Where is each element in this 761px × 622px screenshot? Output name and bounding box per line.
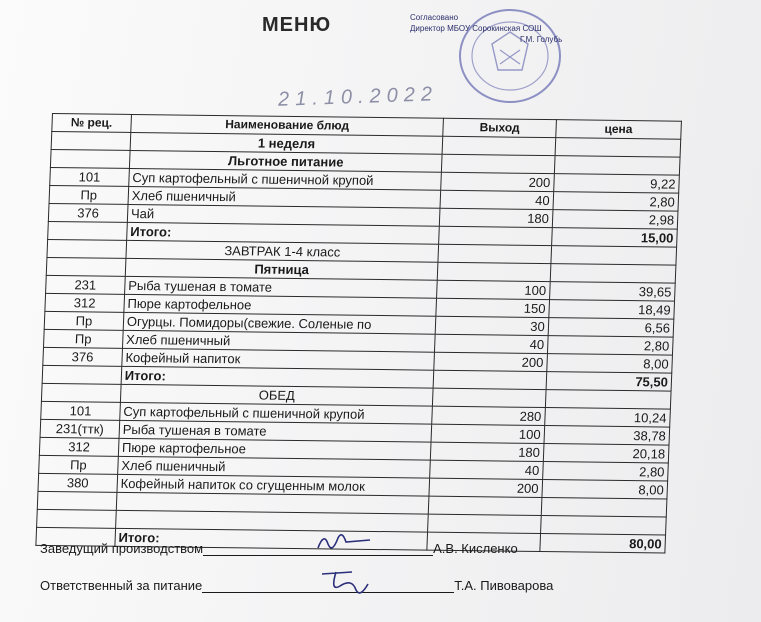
menu-table <box>35 113 682 554</box>
dish-name: Огурцы. Помидоры(свежие. Соленые по <box>123 312 436 334</box>
price: 9,22 <box>553 174 679 194</box>
approval-line-3: Г.М. Голубь <box>520 35 563 44</box>
portion: 280 <box>432 406 545 425</box>
price: 2,80 <box>547 336 673 356</box>
dish-name: Рыба тушеная в томате <box>124 276 437 298</box>
recipe-code: 312 <box>39 437 119 456</box>
dish-name: Суп картофельный с пшеничной крупой <box>120 402 433 424</box>
dish-name: Хлеб пшеничный <box>118 456 431 478</box>
price: 38,78 <box>544 426 670 446</box>
head-signature-line <box>40 541 518 556</box>
recipe-code: 376 <box>43 347 123 366</box>
price: 8,00 <box>547 354 673 374</box>
portion: 180 <box>440 208 553 227</box>
price: 18,49 <box>549 300 675 320</box>
dish-name: Хлеб пшеничный <box>128 186 441 208</box>
price: 8,00 <box>542 480 668 500</box>
recipe-code: Пр <box>44 311 124 330</box>
resp-name: Т.А. Пивоварова <box>454 578 554 593</box>
handwritten-signature-2 <box>312 566 382 600</box>
recipe-code: Пр <box>43 329 123 348</box>
dish-name: Пюре картофельное <box>124 294 437 316</box>
approval-line-2: Директор МБОУ Сорокинская СОШ <box>410 24 542 33</box>
price: 6,56 <box>548 318 674 338</box>
portion: 150 <box>436 298 549 317</box>
handwritten-signature-1 <box>310 528 380 554</box>
portion: 30 <box>435 316 548 335</box>
week-label: 1 неделя <box>130 132 443 154</box>
recipe-code: 231 <box>46 275 126 294</box>
total-value: 15,00 <box>551 228 677 248</box>
total-label: Итого: <box>127 222 440 244</box>
price: 10,24 <box>544 408 670 428</box>
portion: 200 <box>434 352 547 371</box>
dish-name: Суп картофельный с пшеничной крупой <box>129 168 442 190</box>
recipe-code: 231(ттк) <box>40 419 120 438</box>
portion: 40 <box>435 334 548 353</box>
header-recipe-number: № рец. <box>52 114 132 133</box>
price: 20,18 <box>543 444 669 464</box>
menu-date: 21.10.2022 <box>277 83 439 111</box>
recipe-code: 312 <box>45 293 125 312</box>
total-label: Итого: <box>115 528 428 550</box>
dish-name: Рыба тушеная в томате <box>119 420 432 442</box>
portion: 180 <box>431 442 544 461</box>
breakfast-title: ЗАВТРАК 1-4 класс <box>126 240 439 262</box>
dish-name: Хлеб пшеничный <box>122 330 435 352</box>
dish-name: Кофейный напиток со сгущенным молок <box>117 474 430 496</box>
total-value: 75,50 <box>546 372 672 392</box>
total-label: Итого: <box>121 366 434 388</box>
recipe-code: Пр <box>49 185 129 204</box>
portion: 40 <box>430 460 543 479</box>
header-dish-name: Наименование блюд <box>131 114 444 136</box>
head-name: А.В. Кисленко <box>433 541 518 556</box>
portion: 200 <box>429 478 542 497</box>
dish-name: Кофейный напиток <box>122 348 435 370</box>
price: 2,80 <box>542 462 668 482</box>
day-label: Пятница <box>125 258 438 280</box>
portion: 200 <box>441 172 554 191</box>
recipe-code: 380 <box>38 473 118 492</box>
total-value: 80,00 <box>540 533 666 553</box>
head-label: Заведущий производством <box>40 541 204 556</box>
price: 39,65 <box>549 282 675 302</box>
portion: 100 <box>431 424 544 443</box>
resp-label: Ответственный за питание <box>40 578 203 593</box>
recipe-code: 101 <box>50 167 130 186</box>
dish-name: Пюре картофельное <box>118 438 431 460</box>
recipe-code: 376 <box>48 203 128 222</box>
price: 2,80 <box>553 192 679 212</box>
portion: 40 <box>440 190 553 209</box>
approval-line-1: Согласовано <box>410 13 459 22</box>
header-portion: Выход <box>443 118 556 137</box>
dish-name: Чай <box>127 204 440 226</box>
lunch-title: ОБЕД <box>120 384 433 406</box>
portion: 100 <box>437 280 550 299</box>
resp-signature-line <box>40 578 553 593</box>
approval-block <box>410 12 660 45</box>
recipe-code: Пр <box>39 455 119 474</box>
preferential-title: Льготное питание <box>129 150 442 172</box>
page-title: МЕНЮ <box>262 14 332 36</box>
header-price: цена <box>556 120 682 140</box>
recipe-code: 101 <box>41 401 121 420</box>
price: 2,98 <box>552 210 678 230</box>
